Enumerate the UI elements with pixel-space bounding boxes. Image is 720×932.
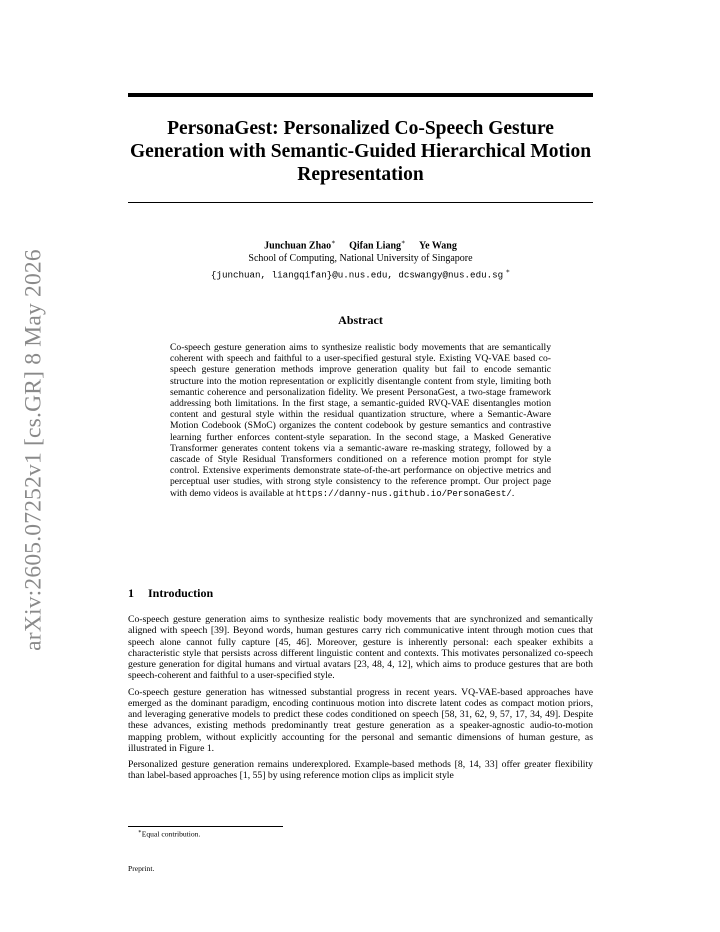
footnote-text: Equal contribution. bbox=[141, 829, 201, 839]
email-mark: ∗ bbox=[505, 268, 511, 276]
author-block bbox=[128, 236, 593, 282]
arxiv-stamp: arXiv:2605.07252v1 [cs.GR] 8 May 2026 bbox=[20, 249, 47, 651]
abstract-end: . bbox=[511, 487, 515, 499]
paragraph: Co-speech gesture generation has witnessed substantial progress in recent years. VQ-VAE-based approaches have emerged as the dominant paradigm, encoding continuous motion into discrete latent codes as compact motion priors, and leveraging generative models to predict these codes conditioned on speech [58, 31, 62, 9, 57, 17, 34, 49]. Despite these advances, existing methods predominantly treat gesture generation as a speaker-agnostic audio-to-motion mapping problem, without explicitly accounting for the personal and semantic dimensions of human gesture, as illustrated in Figure 1. bbox=[128, 686, 593, 754]
abstract-body bbox=[170, 342, 551, 500]
author-name: Junchuan Zhao bbox=[264, 240, 332, 252]
introduction-body bbox=[128, 614, 593, 787]
footnote bbox=[138, 829, 200, 839]
section-title: Introduction bbox=[148, 586, 214, 600]
author-emails-line bbox=[128, 265, 593, 281]
preprint-footer: Preprint. bbox=[128, 864, 155, 873]
author-name: Ye Wang bbox=[418, 240, 457, 252]
paragraph: Co-speech gesture generation aims to synthesize realistic body movements that are synchronized and semantically aligned with speech [39]. Beyond words, human gestures carry rich communicative intent through motion cues that speech alone cannot fully capture [45, 46]. Moreover, gesture is inherently personal: each speaker exhibits a characteristic style that persists across different linguistic content and contexts. This motivates personalized co-speech gesture generation for digital humans and virtual avatars [23, 48, 4, 12], which aims to produce gestures that are both speech-coherent and faithful to a user-specified style. bbox=[128, 614, 593, 682]
abstract-text: Co-speech gesture generation aims to synthesize realistic body movements that are semantically coherent with speech and faithful to a user-specified gestural style. Existing VQ-VAE based co-speech gesture generation methods improve generation quality but fail to encode semantic structure into the motion representation or explicitly disentangle content from style, limiting both semantic coherence and personalization fidelity. We present PersonaGest, a two-stage framework addressing both limitations. In the first stage, a semantic-guided RVQ-VAE disentangles motion content and gestural style within the residual quantization structure, where a Semantic-Aware Motion Codebook (SMoC) organizes the content codebook by gesture semantics and contrastive learning further enforces content-style separation. In the second stage, a Masked Generative Transformer generates content tokens via a semantic-aware re-masking strategy, followed by a cascade of Style Residual Transformers conditioned on a reference motion prompt for style control. Extensive experiments demonstrate state-of-the-art performance on objective metrics and perceptual user studies, with strong style consistency to the reference prompt. Our project page with demo videos is available at bbox=[170, 342, 551, 499]
section-heading-introduction bbox=[128, 586, 213, 601]
author-mark: ∗ bbox=[331, 239, 336, 246]
footnote-rule bbox=[128, 826, 283, 827]
footnote-mark: ∗ bbox=[138, 829, 142, 835]
author-mark: ∗ bbox=[401, 239, 406, 246]
title-bottom-rule bbox=[128, 202, 593, 203]
author-emails: {junchuan, liangqifan}@u.nus.edu, dcswangy@nus.edu.sg bbox=[210, 269, 504, 281]
author-affiliation: School of Computing, National University of Singapore bbox=[248, 253, 473, 265]
section-number: 1 bbox=[128, 586, 134, 600]
author-name: Qifan Liang bbox=[349, 240, 402, 252]
title-top-rule bbox=[128, 93, 593, 97]
abstract-heading: Abstract bbox=[338, 313, 383, 327]
author-names bbox=[128, 236, 593, 252]
paragraph: Personalized gesture generation remains underexplored. Example-based methods [8, 14, 33] offer greater flexibility than label-based approaches [1, 55] by using reference motion clips as implicit style bbox=[128, 759, 593, 782]
project-url[interactable]: https://danny-nus.github.io/PersonaGest/ bbox=[295, 488, 512, 499]
paper-title: PersonaGest: Personalized Co-Speech Gesture Generation with Semantic-Guided Hierarchical Motion Representation bbox=[129, 118, 592, 185]
